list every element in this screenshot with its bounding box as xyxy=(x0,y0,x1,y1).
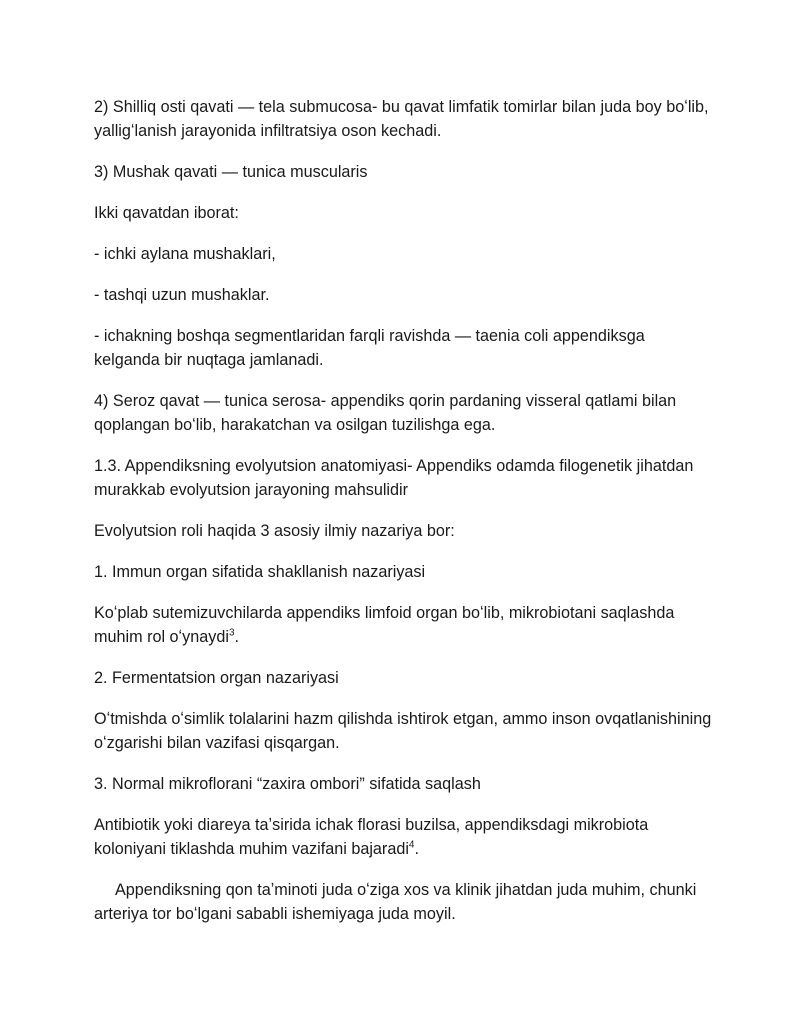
paragraph-immune-theory xyxy=(94,601,714,649)
list-item-inner-muscles: - ichki aylana mushaklari, xyxy=(94,245,276,263)
paragraph-reserve-theory xyxy=(94,813,714,861)
footnote-ref-4[interactable]: 4 xyxy=(408,839,415,851)
paragraph-muscularis-heading: 3) Mushak qavati — tunica muscularis xyxy=(94,163,368,181)
immune-theory-text: Koʻplab sutemizuvchilarda appendiks limfoid organ boʻlib, mikrobiotani saqlashda muhim rol oʻynaydi xyxy=(94,604,675,646)
heading-immune-theory: 1. Immun organ sifatida shakllanish nazariyasi xyxy=(94,563,426,581)
sentence-end: . xyxy=(234,628,240,646)
sentence-end: . xyxy=(414,840,419,858)
paragraph-submucosa: 2) Shilliq osti qavati — tela submucosa- bu qavat limfatik tomirlar bilan juda boy boʻlib, yalligʻlanish jarayonida infiltratsiya oson kechadi. xyxy=(94,98,709,140)
list-item-taenia-coli: - ichakning boshqa segmentlaridan farqli ravishda — taenia coli appendiksga kelganda bir nuqtaga jamlanadi. xyxy=(94,327,645,369)
paragraph-two-layers: Ikki qavatdan iborat: xyxy=(94,204,239,222)
paragraph-fermentation-theory: Oʻtmishda oʻsimlik tolalarini hazm qilishda ishtirok etgan, ammo inson ovqatlanishining oʻzgarishi bilan vazifasi qisqargan. xyxy=(94,710,712,752)
document-page xyxy=(94,95,714,943)
reserve-theory-text: Antibiotik yoki diareya taʼsirida ichak florasi buzilsa, appendiksdagi mikrobiota koloniyani tiklashda muhim vazifani bajaradi xyxy=(94,816,649,858)
list-item-outer-muscles: - tashqi uzun mushaklar. xyxy=(94,286,270,304)
heading-fermentation-theory: 2. Fermentatsion organ nazariyasi xyxy=(94,669,339,687)
paragraph-blood-supply: Appendiksning qon taʼminoti juda oʻziga xos va klinik jihatdan juda muhim, chunki arteriya tor boʻlgani sababli ishemiyaga juda moyil. xyxy=(94,881,697,923)
paragraph-serosa: 4) Seroz qavat — tunica serosa- appendiks qorin pardaning visseral qatlami bilan qoplangan boʻlib, harakatchan va osilgan tuzilishga ega. xyxy=(94,392,677,434)
footnote-ref-3[interactable]: 3 xyxy=(228,627,235,639)
section-heading-evolution: 1.3. Appendiksning evolyutsion anatomiyasi- Appendiks odamda filogenetik jihatdan murakkab evolyutsion jarayoning mahsulidir xyxy=(94,457,694,499)
paragraph-three-theories: Evolyutsion roli haqida 3 asosiy ilmiy nazariya bor: xyxy=(94,522,455,540)
heading-reserve-theory: 3. Normal mikroflorani “zaxira ombori” sifatida saqlash xyxy=(94,775,481,793)
